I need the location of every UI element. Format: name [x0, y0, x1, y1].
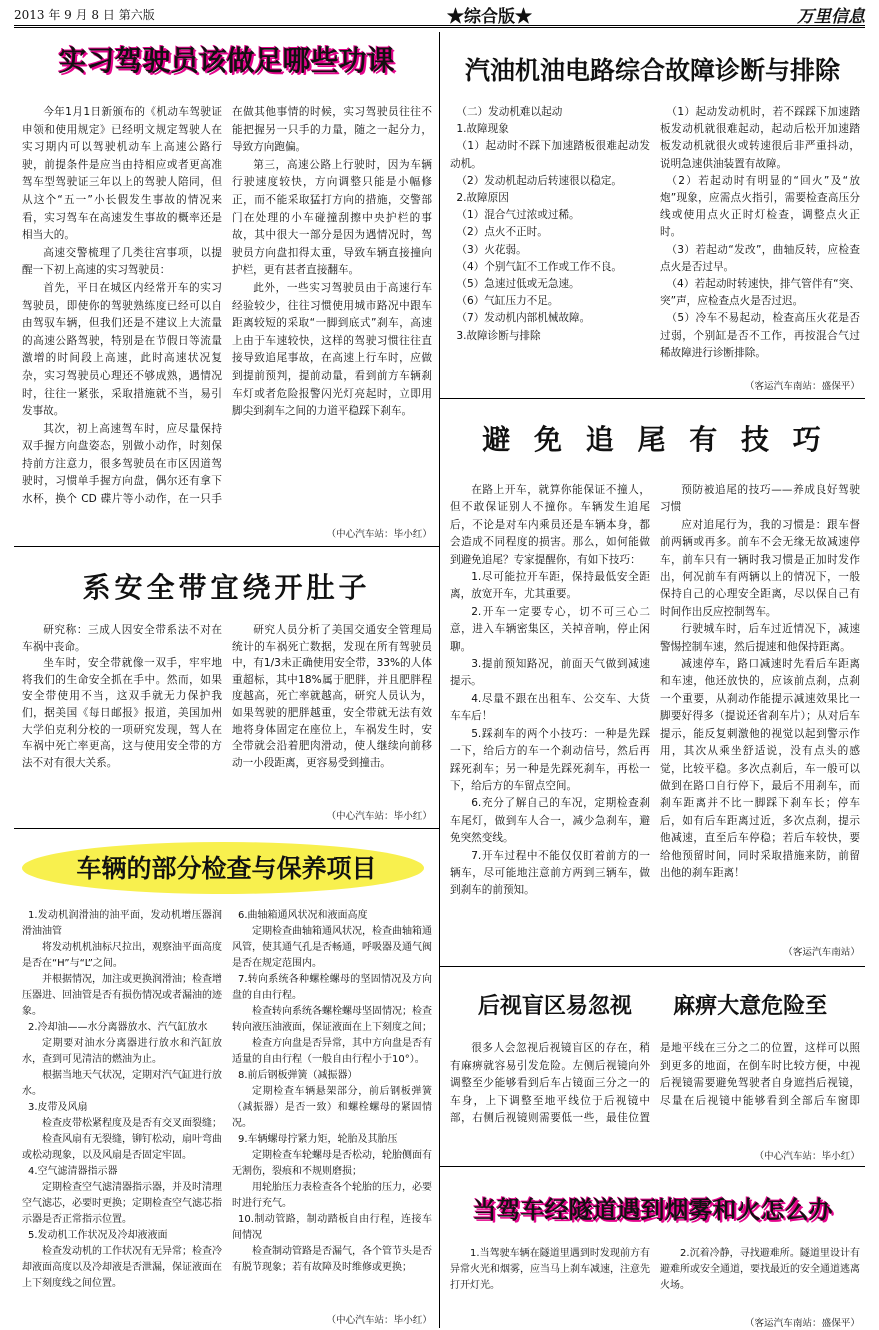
article-body-rear-end — [450, 482, 860, 932]
list-item: 8.前后钢板弹簧（减振器） — [238, 1070, 358, 1081]
article-divider — [440, 1166, 865, 1167]
list-item: 并根据情况，加注或更换润滑油；检查增压器进、回油管是否有损伤情况或者漏油的迹象。 — [22, 974, 222, 1017]
list-item: 检查制动管路是否漏气，各个管节头是否有脱节现象；若有故障及时维修或更换； — [232, 1246, 432, 1273]
list-item: （4）个别气缸不工作或工作不良。 — [456, 260, 623, 273]
paragraph: 其次，初上高速驾车时，应尽量保持双手握方向盘姿态，别做小动作，时刻保持前方注意力，很多驾驶员在市区因道驾驶时，习惯单手握方向盘，偶尔还有拿下水杯，换个 CD 碟片等小动作，在一只手在做其他事情的时候，实习驾驶员往往不能把握另一只手的力量，随之一起分力，导致方向跑偏。 — [22, 106, 432, 506]
list-item: 检查转向系统各螺栓螺母坚固情况；检查转向液压油液面，保证液面在上下刻度之间； — [232, 1006, 432, 1033]
article-source: （中心汽车站：毕小红） — [754, 1151, 860, 1162]
title-char: 有 — [689, 426, 719, 454]
diamond-decoration — [694, 414, 714, 434]
list-item: （3）若起动“发改”，曲轴反转，应检查点火是否过早。 — [660, 243, 860, 273]
list-item: 检查发动机的工作状况有无异常；检查冷却液面高度以及冷却液是否泄漏，保证液面在上下刻度线之间位置。 — [22, 1246, 222, 1289]
article-body-engine-fault — [450, 104, 860, 368]
article-divider — [14, 546, 439, 547]
list-item: （2）发动机起动后转速很以稳定。 — [456, 174, 623, 187]
article-title-rear-end — [440, 423, 865, 456]
diamond-decoration — [539, 414, 559, 434]
list-item: （4）若起动时转速快，排气管伴有“突、突”声，应检查点火是否过迟。 — [660, 278, 860, 308]
paragraph: 4.尽量不跟在出租车、公交车、大货车车后！ — [450, 692, 650, 723]
paragraph: 1.尽可能拉开车距，保持最低安全距离，放宽开车，尤其重要。 — [450, 571, 650, 601]
paragraph: 预防被追尾的技巧——养成良好驾驶习惯 — [660, 484, 860, 514]
paragraph: 3.提前预知路况，前面天气做到减速提示。 — [450, 658, 650, 688]
diamond-decoration — [591, 414, 611, 434]
list-item: 5.发动机工作状况及冷却液液面 — [28, 1230, 168, 1241]
paragraph: 5.踩刹车的两个小技巧：一种是先踩一下，给后方的车一个刹动信号，然后再踩死刹车；另一种是先踩死刹车，再松一下，给后方的车留点空间。 — [450, 727, 650, 792]
paragraph: 2.沉着冷静，寻找避难所。隧道里设计有避难所或安全通道，要找最近的安全通道逃离火场。 — [660, 1248, 860, 1291]
paragraph: 很多人会忽视后视镜盲区的存在，稍有麻痹就容易引发危险。左侧后视镜向外调整至少能够看到后车占镜面三分之一的车身，上下调整至地平线位于后视镜中部，右侧后视镜则需要低一些，最佳位置是地平线在三分之二的位置，这样可以照到更多的地面，在倒车时比较方便，中视后视镜需要避免驾驶者自身遮挡后视镜，尽量在后视镜中能够看到全部后车窗即 — [450, 1042, 860, 1125]
article-divider — [14, 828, 439, 829]
list-item: 2.冷却油——水分离器放水、汽气缸放水 — [28, 1022, 208, 1033]
article-title-blind-spot — [440, 996, 865, 1018]
title-part: 麻痹大意危险至 — [673, 994, 828, 1019]
list-item: 检查方向盘是否异常，其中方向盘是否有适量的自由行程（一般自由行程小于10°）。 — [232, 1038, 432, 1065]
section-name: ★综合版★ — [447, 7, 532, 27]
paragraph: 今年1月1日新颁布的《机动车驾驶证申领和使用规定》已经明文规定驾驶人在实习期内可以驾驶机动车上高速公路行驶，前提条件是应当由持相应或者更高准驾车型驾驶证三年以上的驾驶人陪同，但从这个“五一”小长假发生事故的情况来看，实习驾车在高速发生事故的概率还是相当大的。 — [22, 106, 222, 242]
title-char: 尾 — [637, 426, 667, 454]
article-body-learner-driver — [22, 104, 432, 512]
list-item: 2.故障原因 — [456, 192, 509, 205]
list-item: （7）发动机内部机械故障。 — [456, 312, 591, 325]
list-item: （5）冷车不易起动，检查高压火花是否过弱，个别缸是否不工作，再按混合气过稀故障进行诊断排除。 — [660, 312, 860, 359]
list-item: 定期检查车轮螺母是否松动，轮胎侧面有无割伤，裂痕和不规则磨损； — [232, 1150, 432, 1177]
article-body-maintenance — [22, 908, 432, 1306]
list-item: （1）混合气过浓或过稀。 — [456, 209, 580, 222]
paragraph: 应对追尾行为，我的习惯是：跟车督前两辆或再多。前车不会无缘无故减速停车，前车只有一辆时我习惯是正加时发作出，何况前车有两辆以上的情况下，一般保持自己的心理安全距离，尽以保自己有时间作出反应控制驾车。 — [660, 518, 860, 618]
list-item: 检查风扇有无裂缝，铆钉松动，扇叶弯曲或松动现象，以及风扇是否固定牢固。 — [22, 1134, 222, 1161]
paragraph: 1.当驾驶车辆在隧道里遇到时发现前方有异常火光和烟雾，应当马上刹车减速，注意先打开灯光。 — [450, 1248, 650, 1291]
title-char: 追 — [586, 426, 616, 454]
diamond-decoration — [798, 414, 818, 434]
title-char: 技 — [741, 426, 771, 454]
list-item: 定期要对油水分离器进行放水和汽缸放水，查到可见清洁的燃油为止。 — [22, 1038, 222, 1065]
list-item: 7.转向系统各种螺栓螺母的坚固情况及方向盘的自由行程。 — [232, 974, 432, 1001]
list-item: （2）若起动时有明显的“回火”及“放炮”现象，应需点火指引，需要检查高压分线或使用点火正时灯检查，调整点火正时。 — [660, 174, 860, 239]
list-item: （2）点火不正时。 — [456, 226, 548, 239]
brand-logo: 万里信息 — [797, 7, 865, 27]
title-part: 后视盲区易忽视 — [477, 994, 632, 1019]
list-item: 1.故障现象 — [456, 123, 509, 136]
paragraph: 在路上开车，就算你能保证不撞人，但不敢保证别人不撞你。车辆发生追尾后，不论是对车内乘员还是车辆本身，都会造成不同程度的损害。那么，如何能做到避免追尾？专家提醒你，有如下技巧： — [450, 484, 650, 566]
article-source: （客运汽车南站） — [783, 947, 860, 958]
article-source: （中心汽车站：毕小红） — [326, 811, 432, 822]
list-item: （6）气缸压力不足。 — [456, 295, 559, 308]
issue-date: 2013 年 9 月 8 日 第六版 — [14, 8, 155, 22]
article-title-tunnel-fire: 当驾车经隧道遇到烟雾和火怎么办 — [472, 1196, 833, 1224]
list-item: 3.皮带及风扇 — [28, 1102, 88, 1113]
title-char: 巧 — [793, 426, 823, 454]
list-item: 10.制动管路，制动踏板自由行程，连接车间情况 — [232, 1214, 432, 1241]
page-header — [14, 4, 865, 28]
article-source: （客运汽车南站：盛保平） — [744, 381, 860, 392]
article-divider — [440, 398, 865, 399]
title-char: 免 — [534, 426, 564, 454]
paragraph: 研究称：三成人因安全带系法不对在车祸中丧命。 — [22, 624, 222, 653]
column-divider — [439, 32, 440, 1328]
article-body-tunnel-fire — [450, 1246, 860, 1316]
paragraph: 研究人员分析了美国交通安全管理局统计的车祸死亡数据，发现在所有驾驶员中，有1/3未正确使用安全带，33%的人体重超标，其中18%属于肥胖，并且肥胖程度越高，死亡率就越高，研究人员认为，如果驾驶的肥胖越重，安全带就无法有效地将身体固定在座位上，车祸发生时，安全带就会沿着肥肉滑动，使人继续向前移动一小段距离，更容易受到撞击。 — [232, 624, 432, 769]
list-item: 9.车辆螺母拧紧力矩，轮胎及其胎压 — [238, 1134, 398, 1145]
article-body-blind-spot — [450, 1040, 860, 1144]
article-title-engine-fault: 汽油机油电路综合故障诊断与排除 — [464, 56, 840, 85]
paragraph: 行驶城车时，后车过近情况下，减速警惕控制车速，然后提速和他保持距离。 — [660, 623, 860, 653]
article-body-seat-belt — [22, 622, 432, 802]
paragraph: 首先，平日在城区内经常开车的实习驾驶员，即使你的驾驶熟练度已经可以自由驾驭车辆，但我们还是不建议上大流量的高速公路驾驶，特别是在节假日等流量激增的时间段上高速，此时高速状况复杂，实习驾驶员心理还不够成熟，遇情况时，往往一紧张，采取措施就不当，易引发事故。 — [22, 281, 222, 418]
diamond-decoration — [487, 414, 507, 434]
paragraph: 高速交警梳理了几类往宫事项，以提醒一下初上高速的实习驾驶员： — [22, 246, 222, 277]
paragraph: 7.开车过程中不能仅仅盯着前方的一辆车，尽可能地注意前方两到三辆车，做到刹车的前预知。 — [450, 849, 650, 897]
paragraph: 2.开车一定要专心，切不可三心二意，进入车辆密集区，关掉音响，停止闲聊。 — [450, 605, 650, 653]
list-item: （1）起动发动机时，若不踩踩下加速踏板发动机就很难起动，起动后松开加速踏板发动机就很火或转速很后非严重抖动，说明急速供油装置有故障。 — [660, 106, 860, 170]
diamond-decoration — [746, 414, 766, 434]
list-item: 检查皮带松紧程度及是否有交叉面裂缝； — [42, 1118, 222, 1129]
list-item: 用轮胎压力表检查各个轮胎的压力，必要时进行充气。 — [232, 1182, 432, 1209]
article-source: （中心汽车站：毕小红） — [326, 529, 432, 540]
article-source: （中心汽车站：毕小红） — [326, 1315, 432, 1326]
list-item: 定期检查曲轴箱通风状况，检查曲轴箱通风管，使其通气孔是否畅通，呼吸器及通气阀是否在规定范围内。 — [232, 926, 432, 969]
article-title-seat-belt: 系安全带宜绕开肚子 — [82, 571, 371, 604]
list-item: 定期检查车辆悬架部分，前后钢板弹簧（减振器）是否一致）和螺栓螺母的紧固情况。 — [232, 1086, 432, 1129]
paragraph: 坐车时，安全带就像一双手，牢牢地将我们的生命安全抓在手中。然而，如果安全带使用不当，这双手就无力保护我们，据美国《每日邮报》报道，美国加州大学伯克利分校的一项研究发现，驾人在车祸中死亡率更高，这与使用安全带的方法不对有很大关系。 — [22, 657, 222, 769]
diamond-decoration — [643, 414, 663, 434]
article-source: （客运汽车南站：盛保平） — [744, 1318, 860, 1329]
paragraph: 减速停车，路口减速时先看后车距离和车速，他还放快的，应该前点刹，点刹一个重要，从刹动作能提示减速效果比一脚要好得多（提说还省刹车片）；从对后车提示，能反复刺激他的视觉以起到警示作用，其次从乘坐舒适说，没有点头的感觉，比较平稳。多次点刹后，车一般可以做到在路口自行停下，最后不用刹车，而刹车距离并不比一脚踩下刹车长；停车后，如有后车距离过近，多次点刹，提示他减速，直至后车停稳；若后车较快，要给他预留时间，同时采取措施来防，前留出他的刹车距离！ — [660, 658, 860, 879]
list-item: （二）发动机难以起动 — [456, 106, 563, 118]
title-char: 避 — [482, 426, 512, 454]
paragraph: 第三，高速公路上行驶时，因为车辆行驶速度较快，方向调整只能是小幅修正，而不能采取猛打方向的措施，交警部门在处理的小车碰撞刮擦中央护栏的事故，其中很大一部分是因为遇情况时，驾驶员方向盘扣得太重，导致车辆直接撞向护栏，更有甚者直接翻车。 — [232, 158, 432, 277]
list-item: 定期检查空气滤清器指示器，并及时清理空气滤芯，必要时更换；定期检查空气滤芯指示器是否正常指示位置。 — [22, 1182, 222, 1225]
paragraph: 此外，一些实习驾驶员由于高速行车经验较少，往往习惯使用城市路况中跟车距离较短的采取“一脚到底式”刹车，高速上由于车速较快，这样的驾驶习惯往往直接导致追尾事故，在高速上行车时，应做到提前预判，提前动量，看到前方车辆刹车灯或者危险报警闪光灯亮起时，立即用脚尖到刹车之间的力道平稳踩下刹车。 — [232, 281, 432, 418]
list-item: 根据当地天气状况，定期对汽气缸进行放水。 — [22, 1070, 222, 1097]
list-item: 1.发动机润滑油的油平面，发动机增压器润滑油油管 — [22, 910, 222, 937]
list-item: 将发动机机油标尺拉出，观察油平面高度是否在“H”与“L”之间。 — [22, 942, 222, 969]
article-title-maintenance: 车辆的部分检查与保养项目 — [76, 854, 377, 883]
paragraph: 6.充分了解自己的车况，定期检查刹车尾灯，做到车人合一，减少急刹车，避免突然变线。 — [450, 797, 650, 845]
list-item: （5）急速过低或无急速。 — [456, 278, 580, 291]
list-item: （1）起动时不踩下加速踏板很难起动发动机。 — [450, 140, 650, 170]
article-title-learner-driver: 实习驾驶员该做足哪些功课 — [58, 44, 395, 77]
list-item: 3.故障诊断与排除 — [456, 329, 541, 342]
article-divider — [440, 966, 865, 967]
list-item: 6.曲轴箱通风状况和液面高度 — [238, 910, 368, 921]
list-item: 4.空气滤清器指示器 — [28, 1166, 118, 1177]
list-item: （3）火花弱。 — [456, 243, 527, 256]
